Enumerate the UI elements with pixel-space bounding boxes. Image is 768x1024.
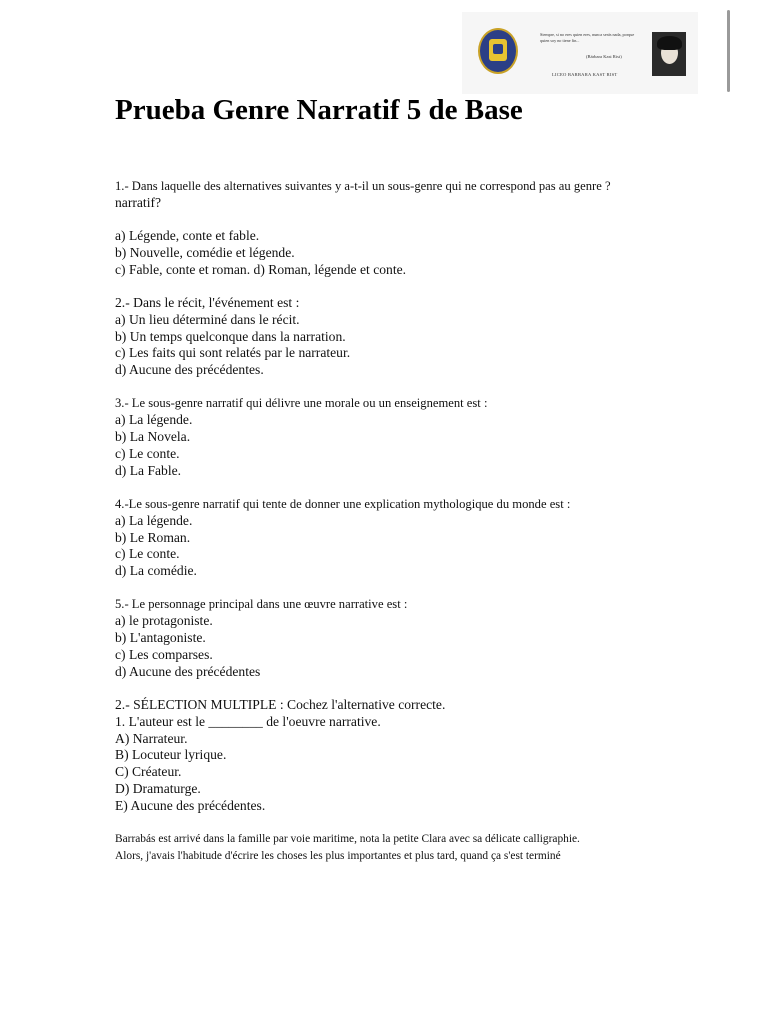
option: D) Dramaturge.: [115, 780, 201, 796]
option: c) Le conte.: [115, 546, 180, 562]
question-text: 2.- Dans le récit, l'événement est :: [115, 294, 300, 310]
option: a) le protagoniste.: [115, 613, 213, 629]
option: E) Aucune des précédentes.: [115, 797, 266, 813]
header-quote: Siempre, si no eres quien eres, nunca serás nada, porque quien soy no tiene fin...: [540, 32, 635, 43]
question-3: [115, 395, 695, 479]
question-2: [115, 295, 695, 379]
question-4: [115, 496, 695, 580]
question-text: 4.-Le sous-genre narratif qui tente de donner une explication mythologique du monde est :: [115, 496, 571, 511]
portrait-photo: [652, 32, 686, 76]
question-text: narratif?: [115, 194, 162, 210]
section-multiple-choice: [115, 697, 695, 815]
option: d) La comédie.: [115, 563, 197, 579]
option: b) Nouvelle, comédie et légende.: [115, 244, 295, 260]
question-text: 5.- Le personnage principal dans une œuvre narrative est :: [115, 597, 408, 612]
header-school-name: LICEO BARBARA KAST RIST: [552, 72, 618, 77]
question-5: [115, 596, 695, 680]
school-header: [462, 12, 698, 94]
page-title: Prueba Genre Narratif 5 de Base: [115, 94, 523, 126]
option: B) Locuteur lyrique.: [115, 747, 227, 763]
option: d) Aucune des précédentes: [115, 663, 261, 679]
option: C) Créateur.: [115, 764, 182, 780]
question-text: 3.- Le sous-genre narratif qui délivre une morale ou un enseignement est :: [115, 396, 488, 411]
option: a) La légende.: [115, 412, 193, 428]
option: a) Un lieu déterminé dans le récit.: [115, 311, 300, 327]
option: b) La Novela.: [115, 429, 191, 445]
document-body: [115, 178, 695, 865]
option: c) Les comparses.: [115, 646, 213, 662]
option: d) Aucune des précédentes.: [115, 362, 264, 378]
option: c) Les faits qui sont relatés par le narrateur.: [115, 345, 351, 361]
header-author: (Bárbara Kast Rist): [586, 54, 622, 59]
option: d) La Fable.: [115, 462, 182, 478]
school-seal-icon: [478, 28, 518, 74]
passage-line: Alors, j'avais l'habitude d'écrire les choses les plus importantes et plus tard, quand ça s'est terminé: [115, 850, 561, 862]
option: b) Le Roman.: [115, 529, 191, 545]
reading-passage: [115, 831, 695, 865]
scrollbar[interactable]: [727, 10, 730, 92]
option: A) Narrateur.: [115, 730, 188, 746]
question-text: 1. L'auteur est le ________ de l'oeuvre narrative.: [115, 713, 381, 729]
passage-line: Barrabás est arrivé dans la famille par voie maritime, nota la petite Clara avec sa délicate calligraphie.: [115, 833, 580, 845]
option: b) L'antagoniste.: [115, 630, 206, 646]
option: b) Un temps quelconque dans la narration.: [115, 328, 346, 344]
option: c) Fable, conte et roman. d) Roman, légende et conte.: [115, 261, 407, 277]
option: c) Le conte.: [115, 445, 180, 461]
option: a) La légende.: [115, 512, 193, 528]
option: a) Légende, conte et fable.: [115, 228, 260, 244]
question-1: [115, 178, 695, 278]
question-text: 1.- Dans laquelle des alternatives suivantes y a-t-il un sous-genre qui ne correspond pas au genre ?: [115, 179, 611, 193]
section-heading: 2.- SÉLECTION MULTIPLE : Cochez l'alternative correcte.: [115, 696, 446, 712]
